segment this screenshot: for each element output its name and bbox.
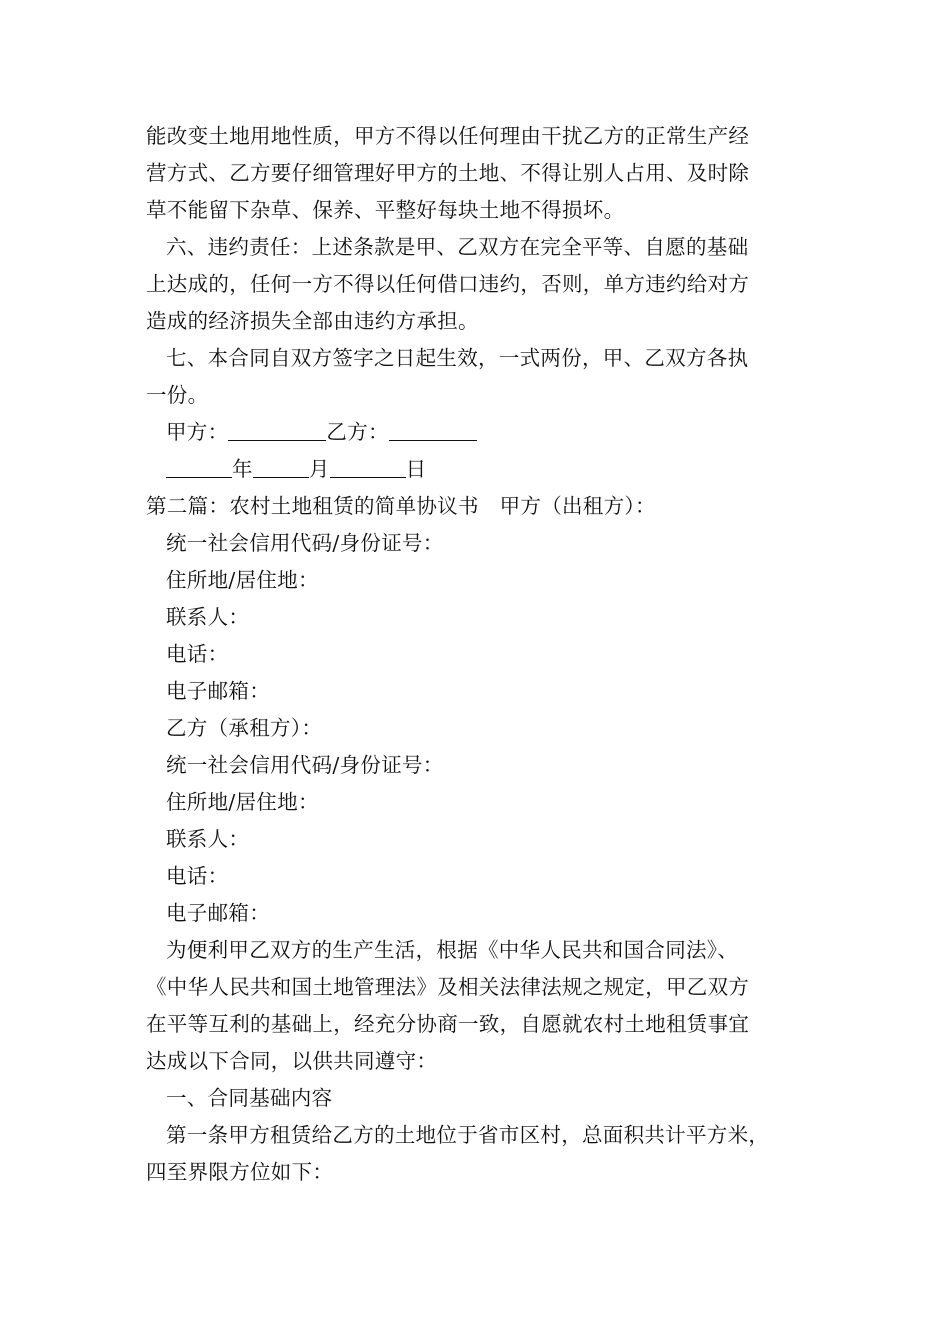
text-line: 营方式、乙方要仔细管理好甲方的土地、不得让别人占用、及时除 <box>146 161 750 185</box>
text-line: 为便利甲乙双方的生产生活，根据《中华人民共和国合同法》、 <box>166 938 739 962</box>
day-blank <box>330 455 406 478</box>
year-blank <box>166 455 232 478</box>
text-line: 乙方（承租方）： <box>166 716 323 740</box>
text-line: 电子邮箱： <box>166 679 270 703</box>
text-line: 统一社会信用代码/身份证号： <box>166 753 444 777</box>
text-line: 住所地/居住地： <box>166 568 319 592</box>
party-a-blank <box>228 418 326 441</box>
text-line: 第二篇：农村土地租赁的简单协议书 甲方（出租方）： <box>146 494 656 518</box>
text-line: 能改变土地用地性质，甲方不得以任何理由干扰乙方的正常生产经 <box>146 124 750 148</box>
month-label: 月 <box>308 457 330 481</box>
text-line: 达成以下合同，以供共同遵守： <box>146 1049 438 1073</box>
text-line: 住所地/居住地： <box>166 790 319 814</box>
text-line: 上达成的，任何一方不得以任何借口违约，否则，单方违约给对方 <box>146 272 750 296</box>
text-line: 联系人： <box>166 605 250 629</box>
party-a-label: 甲方： <box>166 420 229 444</box>
second-agreement <box>146 488 836 1191</box>
text-line: 在平等互利的基础上，经充分协商一致，自愿就农村土地租赁事宜 <box>146 1012 750 1036</box>
text-line: 第一条甲方租赁给乙方的土地位于省市区村，总面积共计平方米， <box>166 1123 770 1147</box>
signature-line-parties <box>146 414 836 451</box>
month-blank <box>253 455 309 478</box>
signature-line-date <box>146 451 836 488</box>
contract-clauses <box>146 118 836 414</box>
text-line: 统一社会信用代码/身份证号： <box>166 531 444 555</box>
text-line: 一份。 <box>146 383 209 407</box>
document-page <box>146 118 836 1191</box>
year-label: 年 <box>232 457 253 481</box>
text-line: 造成的经济损失全部由违约方承担。 <box>146 309 479 333</box>
party-b-label: 乙方： <box>326 420 389 444</box>
text-line: 电话： <box>166 642 229 666</box>
text-line: 《中华人民共和国土地管理法》及相关法律法规之规定，甲乙双方 <box>146 975 750 999</box>
text-line: 电话： <box>166 864 229 888</box>
text-line: 一、合同基础内容 <box>166 1086 333 1110</box>
text-line: 联系人： <box>166 827 250 851</box>
text-line: 六、违约责任：上述条款是甲、乙双方在完全平等、自愿的基础 <box>166 235 749 259</box>
party-b-blank <box>389 418 477 441</box>
text-line: 七、本合同自双方签字之日起生效，一式两份，甲、乙双方各执 <box>166 346 749 370</box>
text-line: 四至界限方位如下： <box>146 1160 334 1184</box>
text-line: 草不能留下杂草、保养、平整好每块土地不得损坏。 <box>146 198 625 222</box>
day-label: 日 <box>405 457 427 481</box>
text-line: 电子邮箱： <box>166 901 270 925</box>
